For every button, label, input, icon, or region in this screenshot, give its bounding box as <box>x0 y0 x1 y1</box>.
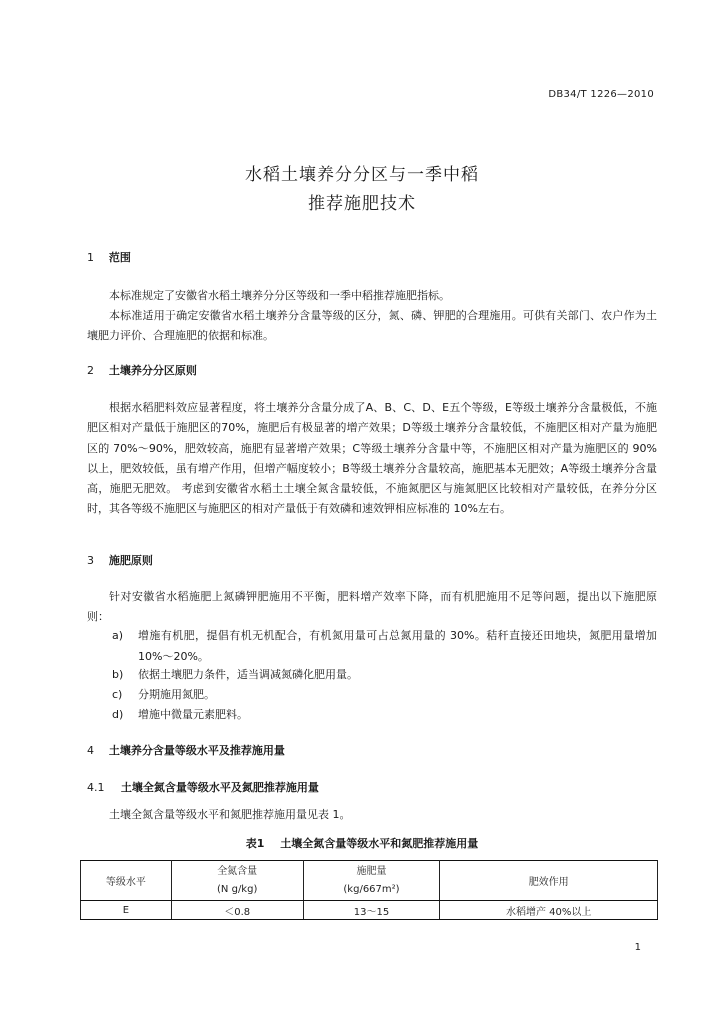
list-item <box>108 626 657 667</box>
header-total-nitrogen: 全氮含量 (N g/kg) <box>171 861 303 901</box>
table-title: 土壤全氮含量等级水平和氮肥推荐施用量 <box>280 837 479 850</box>
list-item <box>108 705 657 726</box>
section-2-paragraph: 根据水稻肥料效应显著程度，将土壤养分含量分成了A、B、C、D、E五个等级，E等级土壤养分含量极低，不施肥区相对产量低于施肥区的70%，施肥后有极显著的增产效果；D等级土壤养分含量较低，不施肥区相对产量为施肥区的 70%～90%，肥效较高，施肥有显著增产效果；C等级土壤养分含量中等，不施肥区相对产量为施肥区的 90%以上，肥效较低，虽有增产作用，但增产幅度较小；B等级土壤养分含量较高，施肥基本无肥效；A等级土壤养分含量高，施肥无肥效。 考虑到安徽省水稻土土壤全氮含量较低，不施氮肥区与施氮肥区比较相对产量较低，在养分分区时，其各等级不施肥区与施肥区的相对产量低于有效磷和速效钾相应标准的 10%左右。 <box>87 401 657 516</box>
section-number: 4.1 <box>87 781 105 794</box>
section-3-paragraph: 针对安徽省水稻施肥上氮磷钾肥施用不平衡，肥料增产效率下降，而有机肥施用不足等问题，提出以下施肥原则： <box>87 590 657 624</box>
table-header-row <box>81 861 658 901</box>
table-number: 表1 <box>245 837 265 850</box>
section-title: 范围 <box>108 251 131 264</box>
section-4-heading <box>87 742 285 758</box>
header-level: 等级水平 <box>81 861 172 901</box>
page-number: 1 <box>634 942 641 953</box>
section-4-1-heading <box>87 779 319 795</box>
cell-level: E <box>81 901 172 920</box>
document-title-line-1: 水稻土壤养分分区与一季中稻 <box>245 165 479 185</box>
list-item-text: 增施中微量元素肥料。 <box>138 708 248 721</box>
nitrogen-level-table <box>80 860 658 920</box>
section-3-heading <box>87 552 153 568</box>
section-title: 施肥原则 <box>108 554 153 567</box>
cell-rate: 13～15 <box>303 901 440 920</box>
section-1-paragraph-1: 本标准规定了安徽省水稻土壤养分分区等级和一季中稻推荐施肥指标。 <box>109 289 450 302</box>
section-number: 3 <box>87 554 94 567</box>
list-marker: d) <box>112 708 124 721</box>
section-title: 土壤养分分区原则 <box>108 364 197 377</box>
list-item-text: 增施有机肥，提倡有机无机配合，有机氮用量可占总氮用量的 30%。秸秆直接还田地块，氮肥用量增加 10%～20%。 <box>138 629 657 663</box>
section-1-heading <box>87 249 131 265</box>
document-title-line-2: 推荐施肥技术 <box>308 194 416 214</box>
section-number: 2 <box>87 364 94 377</box>
section-1-paragraph-2: 本标准适用于确定安徽省水稻土壤养分含量等级的区分，氮、磷、钾肥的合理施用。可供有关部门、农户作为土壤肥力评价、合理施肥的依据和标准。 <box>87 309 657 343</box>
standard-code: DB34/T 1226—2010 <box>548 89 654 100</box>
header-fertilizer-effect: 肥效作用 <box>440 861 658 901</box>
cell-nitrogen: ＜0.8 <box>171 901 303 920</box>
list-item-text: 依据土壤肥力条件，适当调减氮磷化肥用量。 <box>138 668 358 681</box>
list-item <box>108 665 657 686</box>
section-2-heading <box>87 362 197 378</box>
list-item <box>108 685 657 706</box>
section-title: 土壤养分含量等级水平及推荐施用量 <box>108 744 285 757</box>
cell-effect: 水稻增产 40%以上 <box>440 901 658 920</box>
table-caption <box>0 835 724 851</box>
table-row <box>81 901 658 920</box>
section-number: 1 <box>87 251 94 264</box>
section-number: 4 <box>87 744 94 757</box>
list-marker: c) <box>112 688 123 701</box>
section-4-1-paragraph: 土壤全氮含量等级水平和氮肥推荐施用量见表 1。 <box>109 808 351 821</box>
list-marker: b) <box>112 668 124 681</box>
header-application-rate: 施肥量 (kg/667m²) <box>303 861 440 901</box>
section-title: 土壤全氮含量等级水平及氮肥推荐施用量 <box>120 781 319 794</box>
list-marker: a) <box>112 629 124 642</box>
list-item-text: 分期施用氮肥。 <box>138 688 215 701</box>
